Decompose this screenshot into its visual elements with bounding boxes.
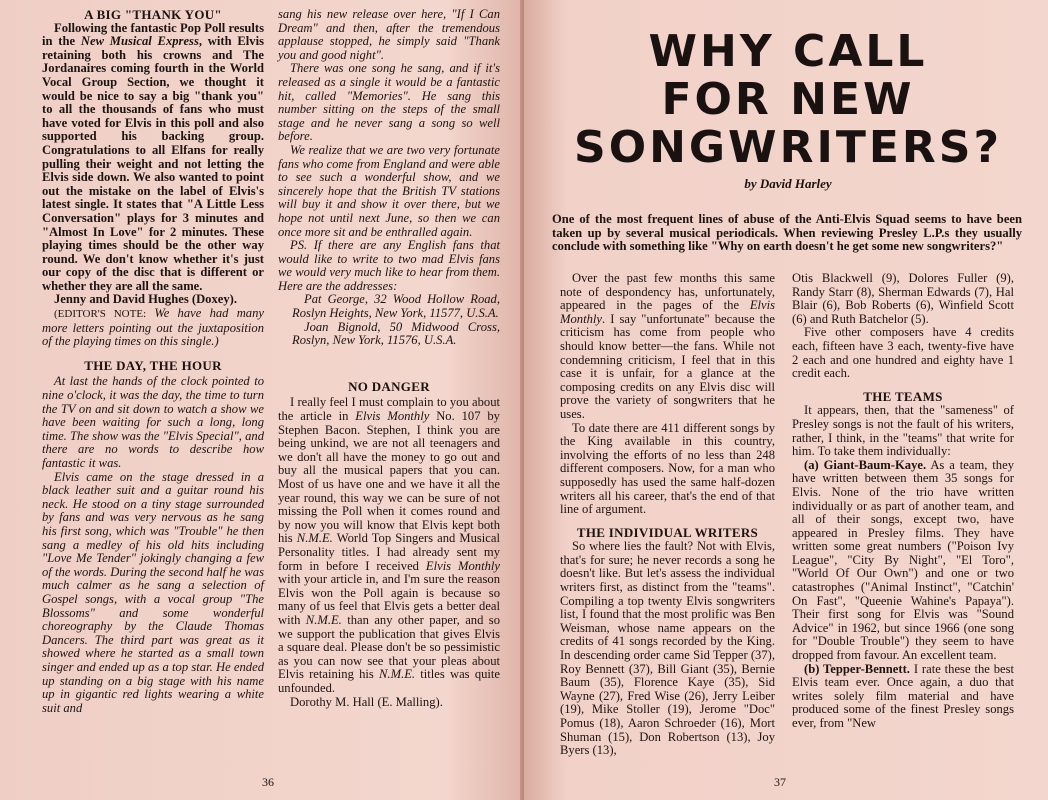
editors-note: (EDITOR'S NOTE: We have had many more letters pointing out the juxtaposition of the playing times on this single.): [42, 306, 264, 349]
thank-you-letter: Following the fantastic Pop Poll results in the New Musical Express, with Elvis retaining both his crowns and The Jordanaires coming fourth in the World Vocal Group Section, we thought it would be nice to say a big "thank you" to all the thousands of fans who must have voted for Elvis in this poll and also supported his backing group. Congratulations to all Elfans for really pulling their weight and not letting the Elvis side down. We also wanted to point out the mistake on the label of Elvis's latest single. It states that "A Little Less Conversation" plays for 3 minutes and "Almost In Love" for 2 minutes. These playing times should be the other way round. We don't know whether it's just our copy of the disc that is different or whether they are all the same.: [42, 20, 264, 293]
article-paragraph: To date there are 411 different songs by the King available in this country, involving the efforts of no less than 248 different composers. Now, for a man who supposedly has used the same half-dozen writers all his career, that's the end of that line of argument.: [560, 420, 775, 517]
address: Pat George, 32 Wood Hollow Road, Roslyn Heights, New York, 11577, U.S.A.: [292, 292, 500, 321]
team-tepper-bennett: (b) Tepper-Bennett. I rate these the best Elvis team ever. Once again, a duo that writes solely film material and have produced some of the finest Presley songs ever, from "New: [792, 661, 1015, 730]
no-danger-letter: I really feel I must complain to you about the article in Elvis Monthly No. 107 by Stephen Bacon. Stephen, I think you are being unkind, we are not all teenagers and we don't all have the money to go out and buy all the musical papers that you can. Most of us have one and we have it all the year round, this way we can be sure of not missing the Poll when it comes round and by now you will know that Elvis kept both his N.M.E. World Top Singers and Musical Personality titles. I had already sent my form in before I received Elvis Monthly with your article in, and I'm sure the reason Elvis won the Poll again is because so many of us feel that Elvis gets a better deal with N.M.E. than any other paper, and so we support the publication that gives Elvis a square deal. Please don't be so pessimistic as you can now see that your pleas about Elvis retaining his N.M.E. titles was quite unfounded.: [278, 395, 500, 695]
page-number-right: 37: [774, 775, 786, 789]
byline: by David Harley: [744, 176, 832, 191]
right-column-1: [560, 272, 775, 758]
article-title: WHY CALL FOR NEW SONGWRITERS?: [574, 26, 1002, 173]
heading-individual-writers: THE INDIVIDUAL WRITERS: [576, 524, 759, 540]
left-column-1: [42, 8, 264, 715]
day-hour-paragraph: sang his new release over here, "If I Can Dream" and then, after the tremendous applause stopped, he simply said "Thank you and good night".: [278, 7, 500, 62]
day-hour-paragraph: There was one song he sang, and if it's released as a single it would be a fantastic hit, called "Memories". He sang this number sitting on the steps of the small stage and he never sang a song so well before.: [278, 61, 500, 144]
heading-no-danger: NO DANGER: [348, 378, 430, 394]
team-giant-baum-kaye: (a) Giant-Baum-Kaye. As a team, they have written between them 35 songs for Elvis. None of the trio have written individually or as part of another team, and all of their songs, except two, have appeared in Presley films. They have written some great numbers ("Poison Ivy League", "City By Night", "El Toro", "World Of Our Own") and one or two catastrophes ("Animal Instinct", "Catchin' On Fast", "Queenie Wahine's Papaya"). Their first song for Elvis was "Sound Advice" in 1962, but since 1966 (one song for "Double Trouble") they seem to have dropped from favour. An excellent team.: [792, 457, 1014, 663]
no-danger-signature: Dorothy M. Hall (E. Malling).: [290, 694, 443, 709]
heading-day-hour: THE DAY, THE HOUR: [84, 357, 222, 373]
day-hour-paragraph: PS. If there are any English fans that would like to write to two mad Elvis fans we would very much like to hear from them. Here are the addresses:: [278, 238, 500, 293]
day-hour-paragraph: At last the hands of the clock pointed to nine o'clock, it was the day, the time to turn the TV on and sit down to watch a show we have been waiting for such a long, long time. The show was the "Elvis Special", and there are no words to describe how fantastic it was.: [42, 374, 264, 470]
heading-the-teams: THE TEAMS: [863, 388, 943, 404]
left-column-2: [278, 8, 500, 709]
address: Joan Bignold, 50 Midwood Cross, Roslyn, New York, 11576, U.S.A.: [292, 319, 500, 348]
page-number-left: 36: [262, 775, 274, 789]
day-hour-paragraph: We realize that we are two very fortunate fans who come from England and were able to see such a wonderful show, and we sincerely hope that the British TV stations will buy it and show it over there, but we hope not until next June, so then we can once more sit and be enthralled again.: [278, 142, 500, 239]
article-paragraph: So where lies the fault? Not with Elvis, that's for sure; he never records a song he doesn't like. But let's assess the individual writers first, as distinct from the "teams". Compiling a top twenty Elvis songwriters list, I found that the most prolific was Ben Weisman, whose name appears on the credits of 41 songs recorded by the King. In descending order came Sid Tepper (37), Roy Bennett (37), Bill Giant (35), Bernie Baum (35), Florence Kaye (35), Sid Wayne (27), Fred Wise (26), Jerry Leiber (19), Mike Stoller (19), Jerome "Doc" Pomus (18), Aaron Schroeder (16), Mort Shuman (15), Don Robertson (13), Joy Byers (13),: [560, 539, 775, 758]
article-lede: One of the most frequent lines of abuse of the Anti-Elvis Squad seems to have been taken up by several musical periodicals. When reviewing Presley L.P.s they usually conclude with something like "Why on earth doesn't he get some new songwriters?": [552, 212, 1022, 254]
article-paragraph: It appears, then, that the "sameness" of Presley songs is not the fault of his writers, rather, I think, in the "teams" that write for him. To take them individually:: [792, 403, 1014, 459]
right-column-2: [792, 272, 1014, 731]
heading-thank-you: A BIG "THANK YOU": [84, 7, 222, 22]
article-paragraph: Five other composers have 4 credits each, fifteen have 3 each, twenty-five have 2 each and one hundred and eighty have 1 credit each.: [792, 325, 1014, 381]
article-paragraph: Over the past few months this same note of despondency has, unfortunately, appeared in the pages of the Elvis Monthly. I say "unfortunate" because the criticism has come from people who should know better—the fans. While not condemning criticism, I feel that in this case it is unfair, for a glance at the composing credits on any Elvis disc will prove the variety of songwriters that he uses.: [560, 271, 775, 421]
article-paragraph: Otis Blackwell (9), Dolores Fuller (9), Randy Starr (8), Sherman Edwards (7), Hal Blair (6), Bob Roberts (6), Winfield Scott (6) and Ruth Batchelor (5).: [792, 271, 1014, 326]
day-hour-paragraph: Elvis came on the stage dressed in a black leather suit and a guitar round his neck. He stood on a tiny stage surrounded by fans and was very nervous as he sang his first song, which was "Trouble" he then sang a medley of his old hits including "Love Me Tender" jokingly changing a few of the words. During the second half he was much calmer as he sang a selection of Gospel songs, with a vocal group "The Blossoms" and some wonderful choreography by the Claude Thomas Dancers. The third part was great as it showed where he started as a small town singer and ended up as a top star. He ended up standing on a big stage with his name up in gigantic red lights wearing a white suit and: [42, 469, 264, 715]
thank-you-signature: Jenny and David Hughes (Doxey).: [54, 292, 237, 307]
